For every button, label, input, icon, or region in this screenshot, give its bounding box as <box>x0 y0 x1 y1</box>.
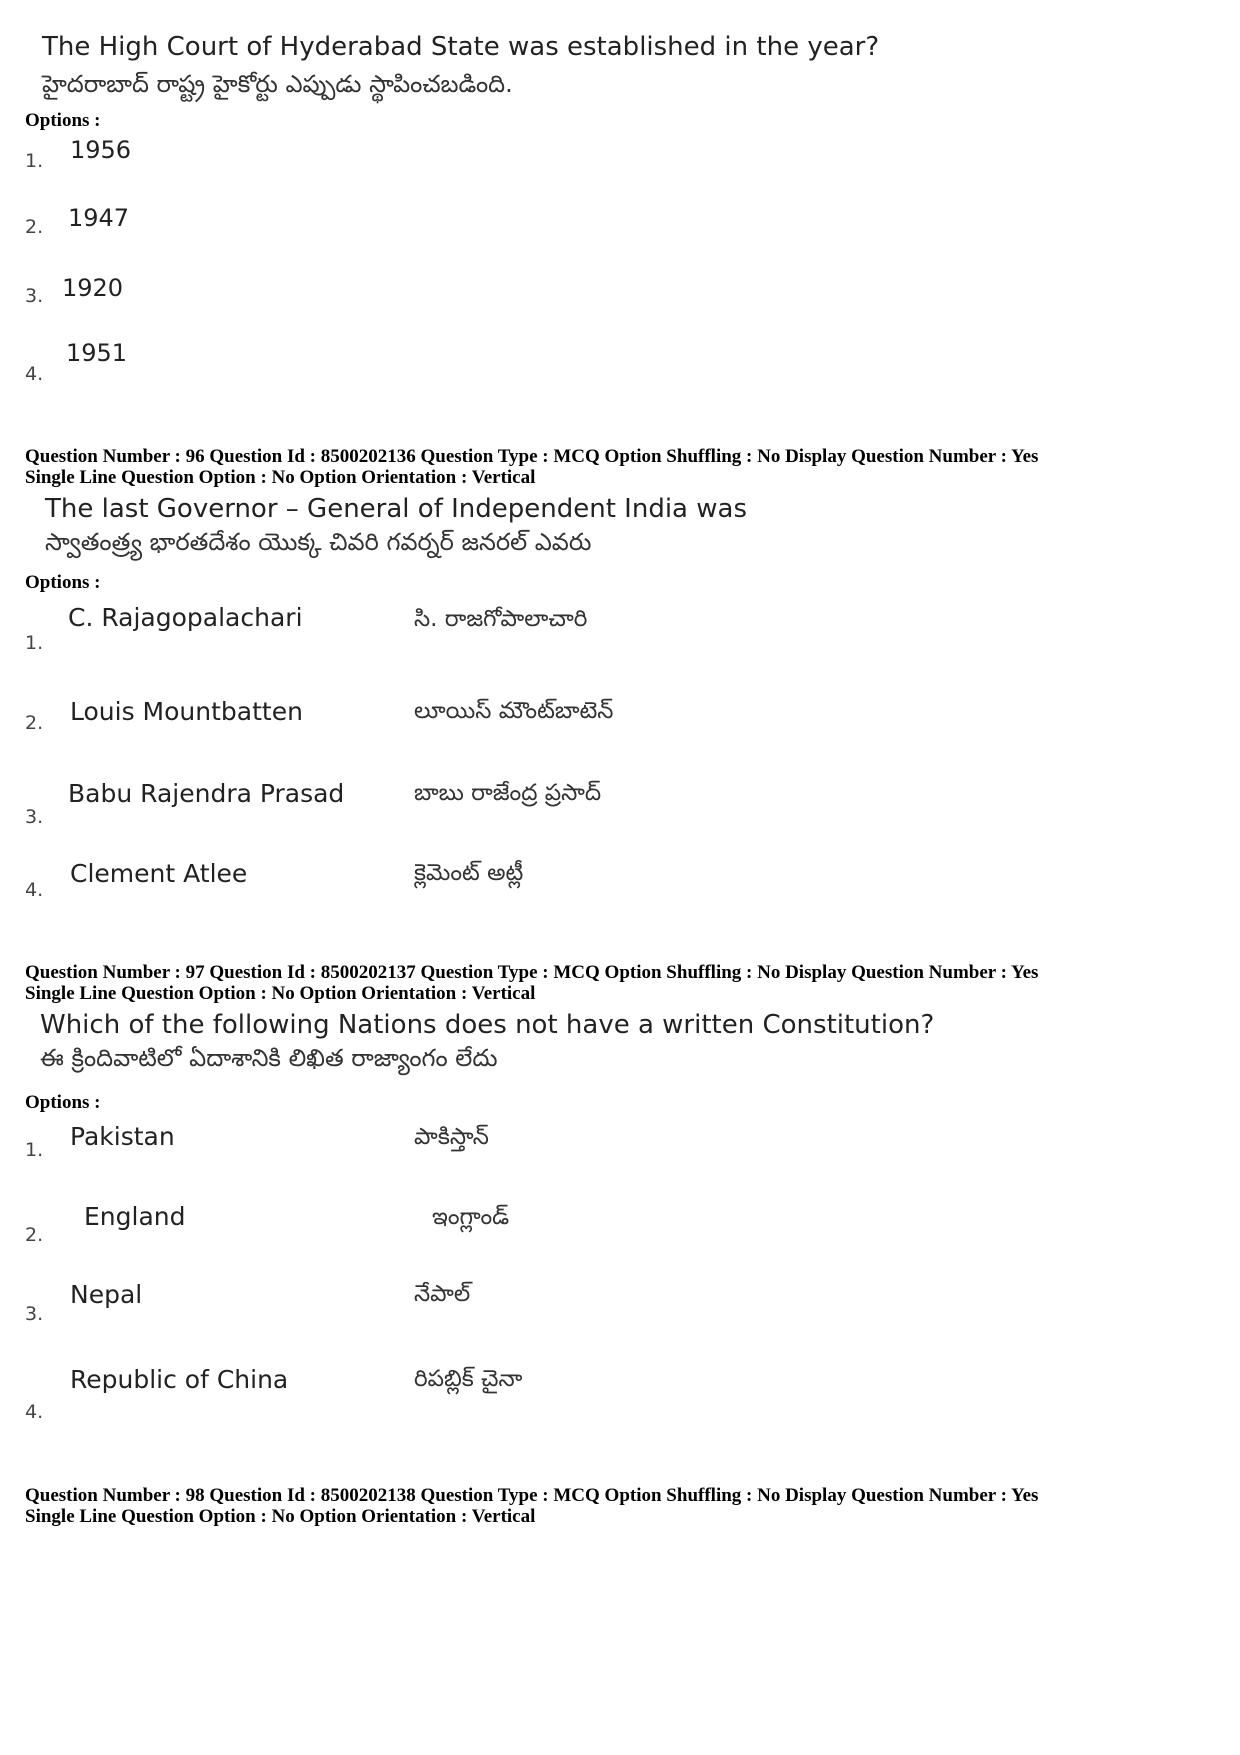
option-number: 4. <box>25 363 44 385</box>
option-text: 1920 <box>62 274 124 302</box>
option-number: 2. <box>25 712 44 734</box>
option-number: 4. <box>25 1401 44 1423</box>
option-number: 1. <box>25 150 44 172</box>
option-text: 1956 <box>70 136 132 164</box>
question-96-text-te: స్వాతంత్ర్య భారతదేశం యొక్క చివరి గవర్నర్ జనరల్ ఎవరు <box>45 528 592 556</box>
question-96-text-en: The last Governor – General of Independent India was <box>45 494 747 524</box>
option-text-en: Clement Atlee <box>70 859 248 888</box>
option-number: 3. <box>25 806 44 828</box>
option-text-en: Pakistan <box>70 1122 175 1151</box>
question-95-text-en: The High Court of Hyderabad State was established in the year? <box>42 32 880 62</box>
options-label: Options : <box>25 1092 101 1113</box>
question-97-meta-line2: Single Line Question Option : No Option Orientation : Vertical <box>25 983 536 1004</box>
option-number: 2. <box>25 1224 44 1246</box>
question-97-meta-line1: Question Number : 97 Question Id : 8500202137 Question Type : MCQ Option Shuffling : No Display Question Number : Yes <box>25 962 1039 983</box>
option-number: 1. <box>25 1139 44 1161</box>
options-label: Options : <box>25 110 101 131</box>
option-text: 1951 <box>66 339 128 367</box>
question-97-text-te: ఈ క్రిందివాటిలో ఏదాశానికి లిఖిత రాజ్యాంగం లేదు <box>40 1044 498 1072</box>
option-text-te: లూయిస్ మౌంట్‌బాటెన్ <box>414 698 614 724</box>
question-96-meta-line2: Single Line Question Option : No Option Orientation : Vertical <box>25 467 536 488</box>
option-text-te: బాబు రాజేంద్ర ప్రసాద్ <box>414 780 602 806</box>
option-text-en: England <box>84 1202 186 1231</box>
option-text-te: సి. రాజగోపాలాచారి <box>414 606 588 632</box>
option-number: 3. <box>25 1303 44 1325</box>
question-95-text-te: హైదరాబాద్ రాష్ట్ర హైకోర్టు ఎప్పుడు స్థాపించబడింది. <box>42 70 513 98</box>
option-text-te: ఇంగ్లాండ్ <box>432 1204 510 1230</box>
question-98-meta-line1: Question Number : 98 Question Id : 8500202138 Question Type : MCQ Option Shuffling : No Display Question Number : Yes <box>25 1485 1039 1506</box>
question-98-meta-line2: Single Line Question Option : No Option Orientation : Vertical <box>25 1506 536 1527</box>
option-text-te: రిపబ్లిక్ చైనా <box>414 1366 523 1392</box>
option-number: 1. <box>25 632 44 654</box>
question-97-text-en: Which of the following Nations does not have a written Constitution? <box>40 1010 935 1040</box>
option-text-te: క్లెమెంట్ అట్లీ <box>414 860 524 886</box>
options-label: Options : <box>25 572 101 593</box>
option-text-en: C. Rajagopalachari <box>68 603 303 632</box>
option-number: 3. <box>25 285 44 307</box>
option-text-te: పాకిస్తాన్ <box>414 1124 489 1150</box>
option-text-en: Babu Rajendra Prasad <box>68 779 345 808</box>
option-text-en: Republic of China <box>70 1365 289 1394</box>
question-96-meta-line1: Question Number : 96 Question Id : 8500202136 Question Type : MCQ Option Shuffling : No Display Question Number : Yes <box>25 446 1039 467</box>
option-text-en: Louis Mountbatten <box>70 697 303 726</box>
option-text-te: నేపాల్ <box>414 1281 471 1307</box>
option-number: 4. <box>25 879 44 901</box>
option-text: 1947 <box>68 204 130 232</box>
option-text-en: Nepal <box>70 1280 143 1309</box>
option-number: 2. <box>25 216 44 238</box>
